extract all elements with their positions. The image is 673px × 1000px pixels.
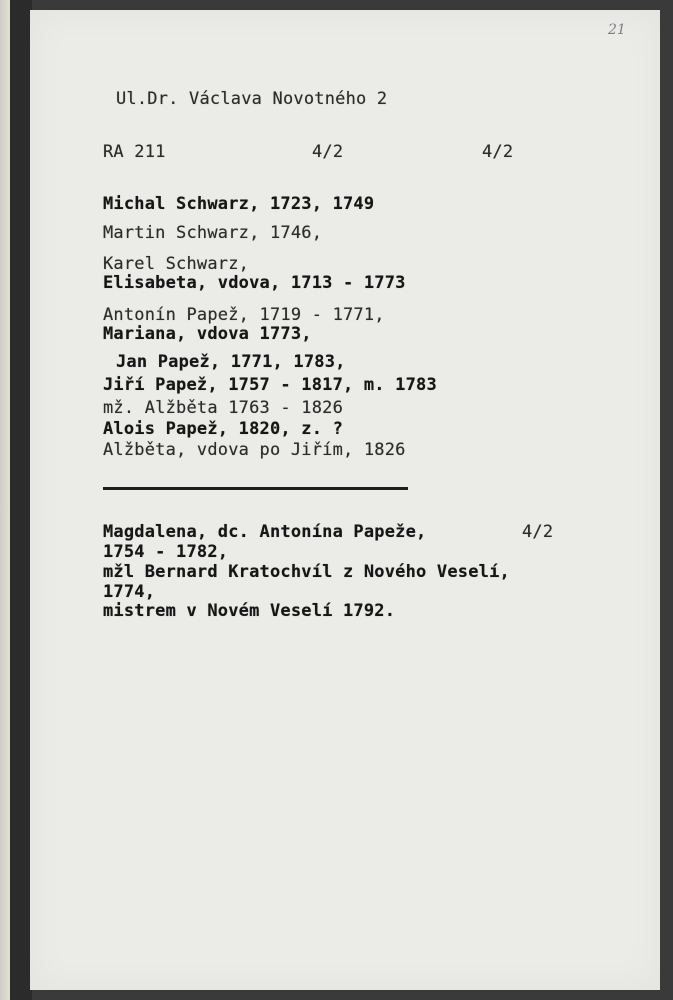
ref-fraction-2: 4/2 (482, 142, 514, 162)
note-line: Magdalena, dc. Antonína Papeže, (103, 522, 427, 542)
entry-line: mž. Alžběta 1763 - 1826 (103, 398, 344, 418)
entry-line: Alžběta, vdova po Jiřím, 1826 (103, 440, 406, 460)
entry-line: Elisabeta, vdova, 1713 - 1773 (103, 273, 406, 293)
note-line: mžl Bernard Kratochvíl z Nového Veselí, (103, 562, 510, 582)
note-fraction: 4/2 (522, 522, 554, 542)
note-line: mistrem v Novém Veselí 1792. (103, 601, 396, 621)
pencil-page-number: 21 (608, 22, 626, 38)
ref-code: RA 211 (103, 142, 166, 162)
entry-line: Jan Papež, 1771, 1783, (116, 352, 346, 372)
address-line: Ul.Dr. Václava Novotného 2 (116, 89, 388, 109)
entry-line: Antonín Papež, 1719 - 1771, (103, 305, 385, 325)
note-line: 1774, (103, 582, 156, 602)
binding-gap (10, 0, 32, 1000)
note-line: 1754 - 1782, (103, 542, 229, 562)
separator-rule (103, 487, 408, 490)
entry-line: Jiří Papež, 1757 - 1817, m. 1783 (103, 375, 437, 395)
ref-fraction-1: 4/2 (312, 142, 344, 162)
entry-line: Mariana, vdova 1773, (103, 324, 312, 344)
entry-line: Michal Schwarz, 1723, 1749 (103, 194, 375, 214)
entry-line: Martin Schwarz, 1746, (103, 223, 323, 243)
entry-line: Alois Papež, 1820, z. ? (103, 419, 344, 439)
entry-line: Karel Schwarz, (103, 254, 250, 274)
